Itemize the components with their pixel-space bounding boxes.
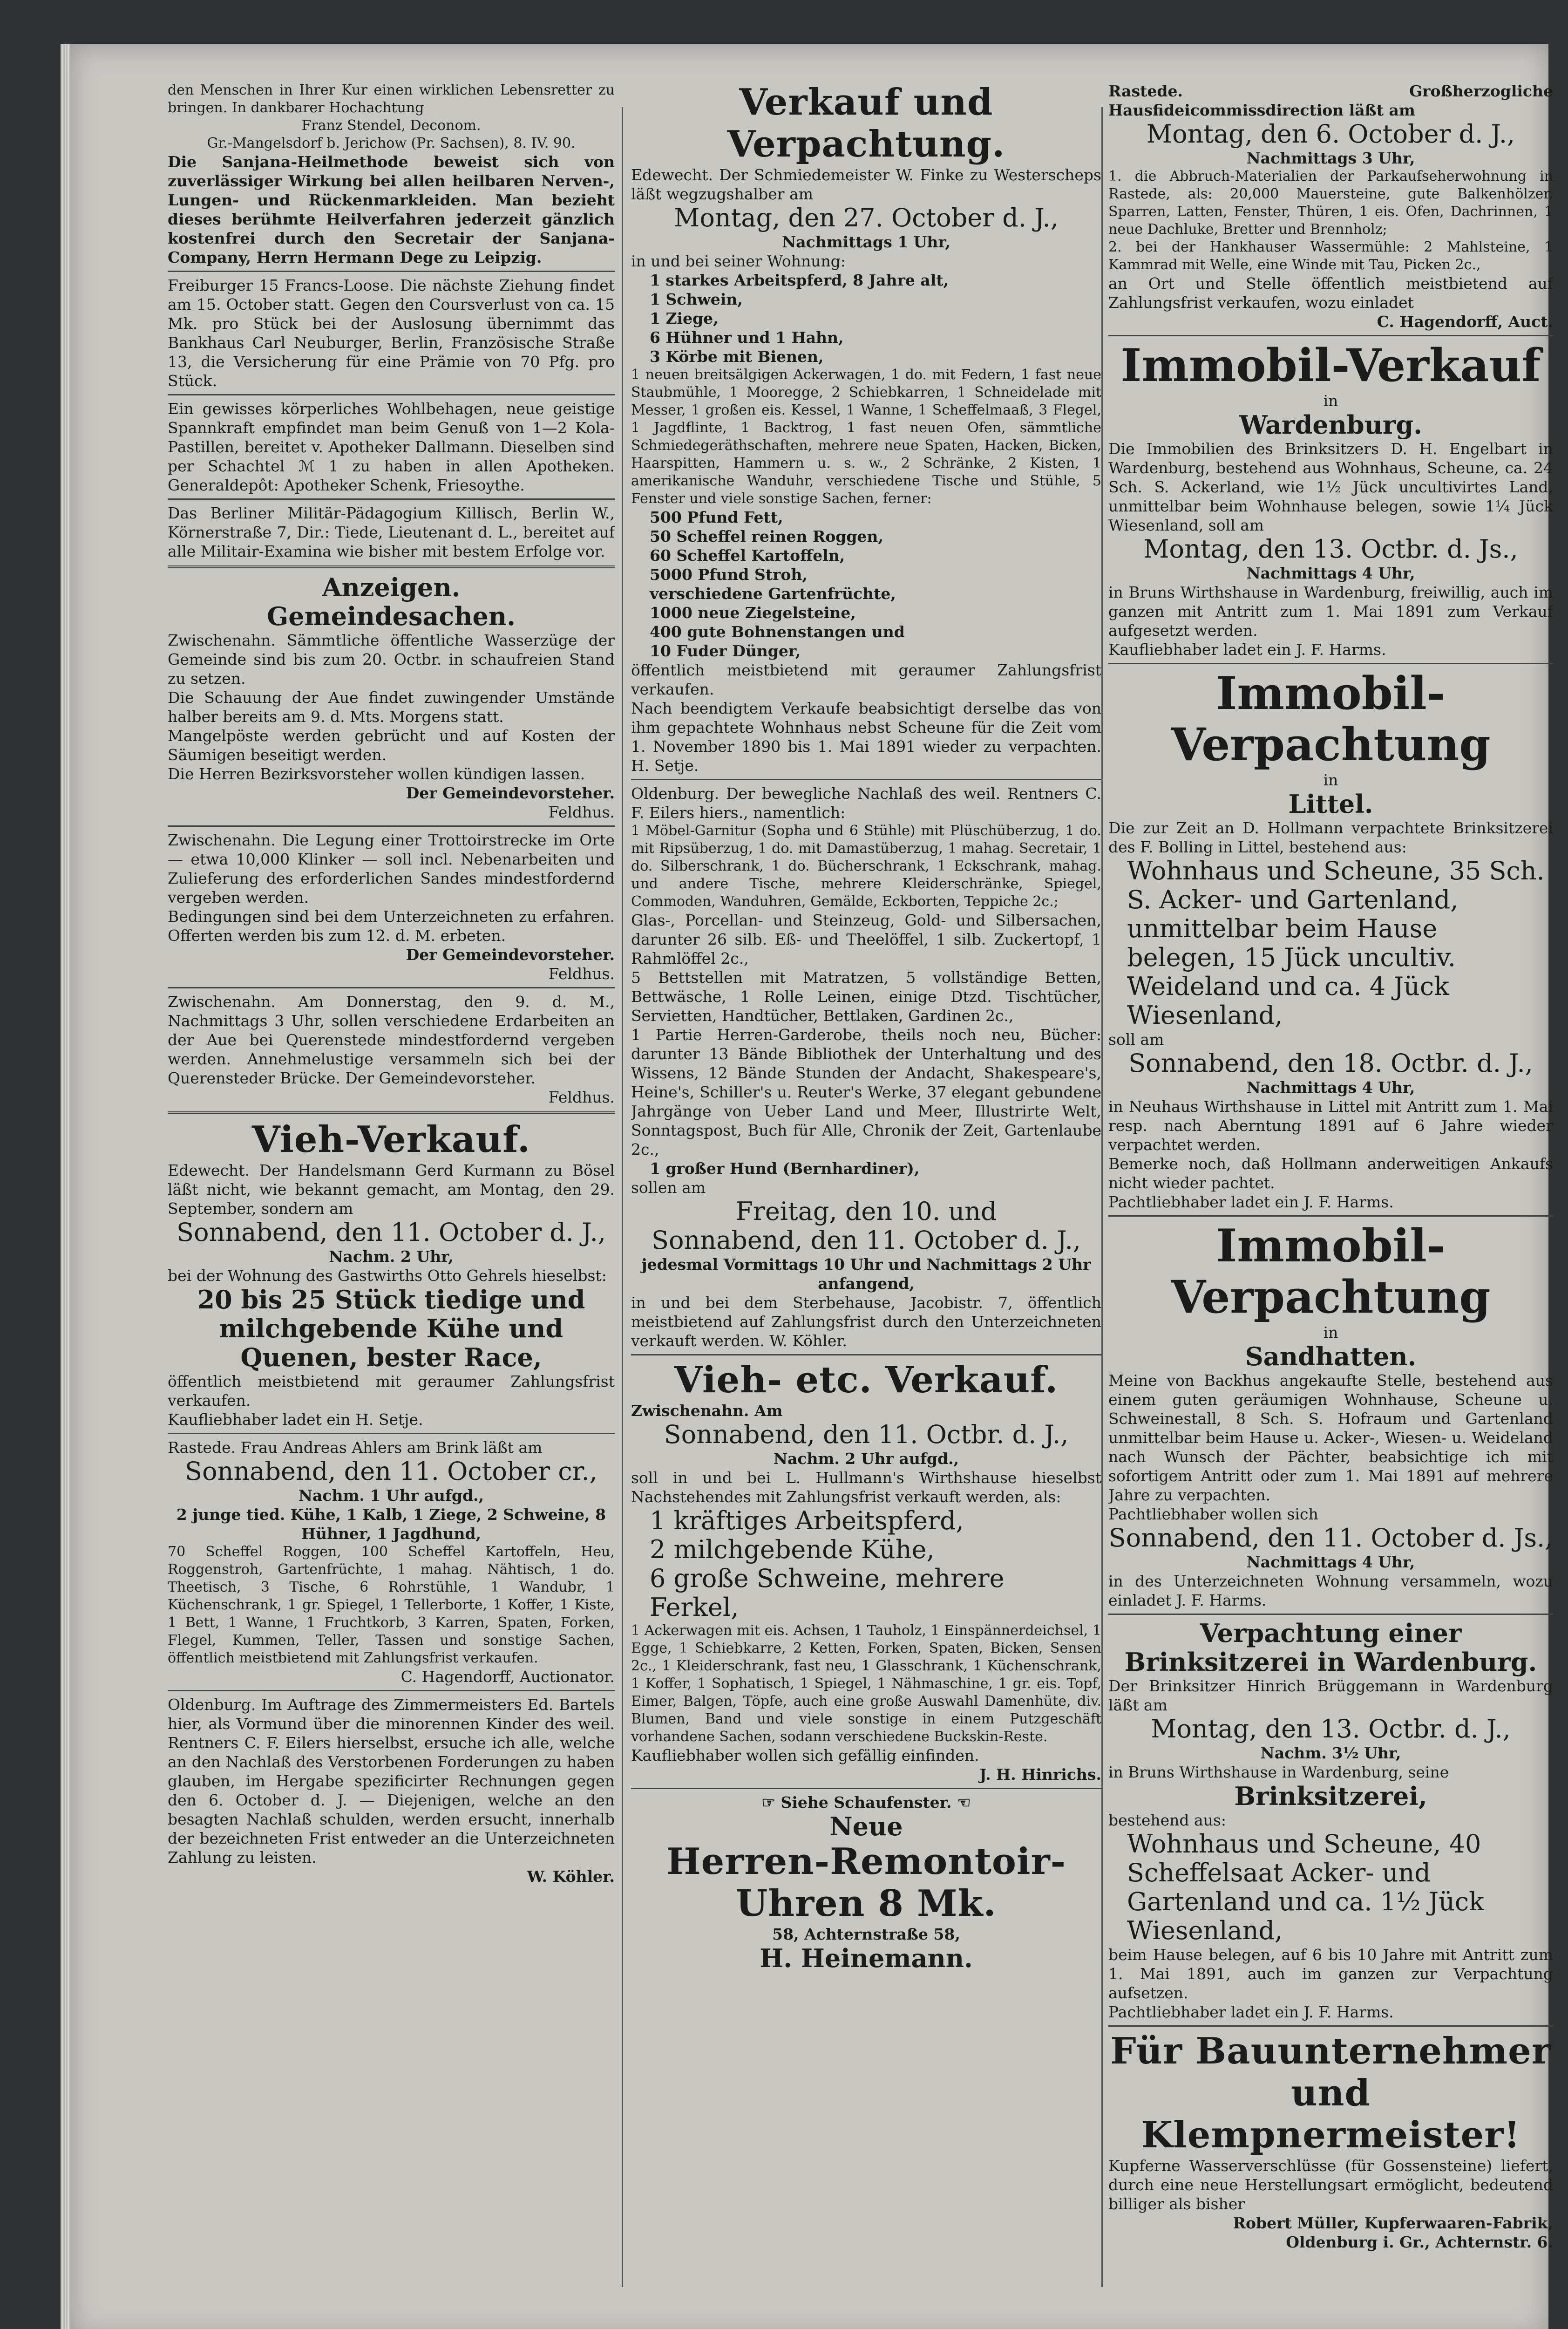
text-block: Sonnabend, den 11. October d. Js., xyxy=(1108,1523,1553,1553)
text-block: Pachtliebhaber wollen sich xyxy=(1108,1505,1318,1523)
separator-rule xyxy=(168,1111,615,1114)
text-block: Kaufliebhaber ladet ein H. Setje. xyxy=(168,1410,423,1429)
text-block: Glas-, Porcellan- und Steinzeug, Gold- und Silbersachen, darunter 26 silb. Eß- und Theelöffel, 1 silb. Zuckertopf, 1 Rahmlöffel 2c., xyxy=(631,911,1101,967)
text-block: Kaufliebhaber wollen sich gefällig einfinden. xyxy=(631,1746,979,1764)
text-block: Rastede. Großherzogliche Hausfideicommissdirection läßt am xyxy=(1108,82,1553,119)
text-block: Nachm. 2 Uhr, xyxy=(329,1247,454,1266)
text-block: 1 Ackerwagen mit eis. Achsen, 1 Tauholz, 1 Einspännerdeichsel, 1 Egge, 1 Schiebkarre, 2 Ketten, Forken, Spaten, Bicken, Sensen 2c., 1 Kleiderschrank, fast neu, 1 Glasschrank, 1 Küchenschrank, 1 Koffer, 1 Sophatisch, 1 Spiegel, 1 Nähmaschine, 1 gr. eis. Topf, Eimer, Balgen, Töpfe, auch eine große Auswahl Damenhüte, div. Blumen, Band und viele sonstige in einem Putzgeschäft vorhandene Sachen, sodann verschiedene Buckskin-Reste. xyxy=(631,1622,1101,1745)
text-block: Sonnabend, den 11. Octbr. d. J., xyxy=(664,1420,1069,1449)
text-block: Kupferne Wasserverschlüsse (für Gossensteine) liefert, durch eine neue Herstellungsart ermöglicht, bedeutend billiger als bisher xyxy=(1108,2157,1553,2213)
column-rule xyxy=(622,107,623,2287)
text-block: 400 gute Bohnenstangen und xyxy=(650,623,905,641)
text-block: Brinksitzerei, xyxy=(1234,1781,1427,1811)
text-block: Rastede. Frau Andreas Ahlers am Brink läßt am xyxy=(168,1438,543,1457)
separator-rule xyxy=(168,565,615,568)
text-block: Zwischenahn. Am xyxy=(631,1402,783,1420)
text-block: Franz Stendel, Deconom. xyxy=(301,117,481,134)
text-block: ☞ Siehe Schaufenster. ☜ xyxy=(761,1793,971,1811)
text-block: Littel. xyxy=(1288,789,1373,819)
text-block: in Bruns Wirthshause in Wardenburg, seine xyxy=(1108,1763,1449,1781)
separator-rule xyxy=(168,498,615,500)
text-block: C. Hagendorff, Auct. xyxy=(1377,313,1553,331)
text-block: öffentlich meistbietend mit geraumer Zahlungsfrist verkaufen. xyxy=(631,661,1101,698)
text-block: 60 Scheffel Kartoffeln, xyxy=(650,546,845,565)
text-block: Der Gemeindevorsteher. xyxy=(406,784,615,802)
separator-rule xyxy=(631,1354,1101,1355)
text-block: Bemerke noch, daß Hollmann anderweitigen Ankaufs nicht wieder pachtet. xyxy=(1108,1155,1553,1192)
text-block: Sonnabend, den 11. October d. J., xyxy=(652,1226,1081,1255)
text-block: Sonnabend, den 11. October d. J., xyxy=(176,1218,606,1247)
separator-rule xyxy=(1108,663,1553,664)
text-block: Ein gewisses körperliches Wohlbehagen, neue geistige Spannkraft empfindet man beim Genuß von 1—2 Kola-Pastillen, bereitet v. Apotheker Dallmann. Dieselben sind per Schachtel ℳ 1 zu haben in allen Apotheken. Generaldepôt: Apotheker Schenk, Friesoythe. xyxy=(168,400,615,494)
text-block: Nachmittags 3 Uhr, xyxy=(1246,149,1415,167)
text-block: Die Herren Bezirksvorsteher wollen kündigen lassen. xyxy=(168,765,585,783)
text-block: Edewecht. Der Schmiedemeister W. Finke zu Westerscheps läßt wegzugshalber am xyxy=(631,166,1101,203)
text-block: Oldenburg i. Gr., Achternstr. 6. xyxy=(1286,2233,1553,2251)
text-block: 6 Hühner und 1 Hahn, xyxy=(650,328,844,347)
text-block: 20 bis 25 Stück tiedige und milchgebende Kühe und Quenen, bester Race, xyxy=(197,1285,585,1372)
text-block: 2 junge tied. Kühe, 1 Kalb, 1 Ziege, 2 Schweine, 8 Hühner, 1 Jagdhund, xyxy=(176,1505,606,1543)
text-block: Die Immobilien des Brinksitzers D. H. Engelbart in Wardenburg, bestehend aus Wohnhaus, Scheune, ca. 24 Sch. S. Ackerland, wie 1½ Jück uncultivirtes Land, unmittelbar beim Wohnhause belegen, sowie 1¼ Jück Wiesenland, soll am xyxy=(1108,440,1553,534)
separator-rule xyxy=(1108,335,1553,336)
separator-rule xyxy=(631,1788,1101,1789)
text-block: Gr.-Mangelsdorf b. Jerichow (Pr. Sachsen), 8. IV. 90. xyxy=(207,135,576,151)
text-block: 5 Bettstellen mit Matratzen, 5 vollständige Betten, Bettwäsche, 1 Rolle Leinen, einige Dtzd. Tischtücher, Servietten, Handtücher, Bettlaken, Gardinen 2c., xyxy=(631,968,1101,1025)
text-block: 70 Scheffel Roggen, 100 Scheffel Kartoffeln, Heu, Roggenstroh, Gartenfrüchte, 1 mahag. Nähtisch, 1 do. Theetisch, 3 Tische, 6 Rohrstühle, 1 Wandubr, 1 Küchenschrank, 1 gr. Spiegel, 1 Tellerborte, 1 Koffer, 1 Kiste, 1 Bett, 1 Wanne, 1 Fruchtkorb, 3 Karren, Spaten, Forken, Flegel, Kummen, Teller, Tassen und sonstige Sachen, öffentlich meistbietend mit Zahlungsfrist verkaufen. xyxy=(168,1544,615,1666)
column-left xyxy=(168,82,615,2317)
text-block: Zwischenahn. Am Donnerstag, den 9. d. M., Nachmittags 3 Uhr, sollen verschiedene Erdarbeiten an der Aue bei Querenstede mindestfordernd vergeben werden. Annehmelustige versammeln sich bei der Querensteder Brücke. Der Gemeindevorsteher. xyxy=(168,993,615,1087)
text-block: Nachm. 2 Uhr aufgd., xyxy=(773,1450,959,1468)
text-block: soll am xyxy=(1108,1030,1164,1049)
text-block: Nachm. 3½ Uhr, xyxy=(1260,1744,1401,1762)
text-block: Nach beendigtem Verkaufe beabsichtigt derselbe das von ihm gepachtete Wohnhaus nebst Scheune für die Zeit vom 1. November 1890 bis 1. Mai 1891 wieder zu verpachten. H. Setje. xyxy=(631,699,1101,775)
column-rule xyxy=(1101,107,1103,2287)
text-block: in Bruns Wirthshause in Wardenburg, freiwillig, auch im ganzen mit Antritt zum 1. Mai 1891 zum Verkauf aufgesetzt werden. xyxy=(1108,583,1553,640)
column-right xyxy=(1108,82,1553,2317)
text-block: sollen am xyxy=(631,1178,706,1197)
text-block: Montag, den 13. Octbr. d. Js., xyxy=(1143,534,1518,564)
text-block: C. Hagendorff, Auctionator. xyxy=(400,1668,615,1686)
text-block: 1 großer Hund (Bernhardiner), xyxy=(650,1159,920,1178)
text-block: Robert Müller, Kupferwaaren-Fabrik, xyxy=(1233,2214,1553,2232)
separator-rule xyxy=(168,1690,615,1691)
text-block: Sonnabend, den 18. Octbr. d. J., xyxy=(1128,1049,1533,1078)
text-block: Immobil-Verkauf xyxy=(1120,339,1541,392)
text-block: Montag, den 6. October d. J., xyxy=(1146,119,1515,149)
separator-rule xyxy=(1108,1215,1553,1217)
text-block: Montag, den 13. Octbr. d. J., xyxy=(1151,1714,1511,1743)
text-block: Pachtliebhaber ladet ein J. F. Harms. xyxy=(1108,2003,1394,2021)
separator-rule xyxy=(631,779,1101,780)
text-block: Herren-Remontoir-Uhren 8 Mk. xyxy=(666,1840,1066,1925)
separator-rule xyxy=(168,1433,615,1434)
text-block: J. H. Hinrichs. xyxy=(979,1765,1101,1784)
text-block: Die Schauung der Aue findet zuwingender Umstände halber bereits am 9. d. Mts. Morgens statt. xyxy=(168,688,615,726)
text-block: 50 Scheffel reinen Roggen, xyxy=(650,527,883,545)
text-block: Neue xyxy=(829,1811,903,1841)
text-block: in xyxy=(1323,1323,1338,1342)
text-block: Wohnhaus und Scheune, 35 Sch. S. Acker- und Gartenland, unmittelbar beim Hause belegen, 15 Jück uncultiv. Weideland und ca. 4 Jück Wiesenland, xyxy=(1127,856,1545,1030)
text-block: jedesmal Vormittags 10 Uhr und Nachmittags 2 Uhr anfangend, xyxy=(641,1255,1091,1293)
text-block: Verpachtung einer Brinksitzerei in Wardenburg. xyxy=(1124,1618,1537,1677)
text-block: 1 starkes Arbeitspferd, 8 Jahre alt, xyxy=(650,271,949,289)
text-block: 2 milchgebende Kühe, xyxy=(650,1535,935,1564)
separator-rule xyxy=(1108,2025,1553,2027)
separator-rule xyxy=(168,825,615,827)
text-block: Anzeigen. xyxy=(322,572,461,602)
text-block: öffentlich meistbietend mit geraumer Zahlungsfrist verkaufen. xyxy=(168,1372,615,1410)
text-block: Die zur Zeit an D. Hollmann verpachtete Brinksitzerei des F. Bolling in Littel, bestehend aus: xyxy=(1108,819,1553,856)
text-block: 5000 Pfund Stroh, xyxy=(650,565,808,584)
text-block: an Ort und Stelle öffentlich meistbietend auf Zahlungsfrist verkaufen, wozu einladet xyxy=(1108,274,1553,312)
text-block: bestehend aus: xyxy=(1108,1811,1227,1829)
text-block: Meine von Backhus angekaufte Stelle, bestehend aus einem guten geräumigen Wohnhause, Scheune u. Schweinestall, 8 Sch. S. Hofraum und Gartenland unmittelbar beim Hause u. Acker-, Wiesen- u. Weideland nach Wunsch der Pächter, beabsichtige ich mit sofortigem Antritt oder zum 1. Mai 1891 auf mehrere Jahre zu verpachten. xyxy=(1108,1371,1553,1504)
text-block: Feldhus. xyxy=(548,1088,615,1106)
text-block: 1000 neue Ziegelsteine, xyxy=(650,604,856,622)
text-block: 58, Achternstraße 58, xyxy=(772,1925,960,1943)
text-block: 1 Schwein, xyxy=(650,290,743,308)
text-block: Zwischenahn. Die Legung einer Trottoirstrecke im Orte — etwa 10,000 Klinker — soll incl. Nebenarbeiten und Zulieferung des erforderlichen Sandes mindestfordernd vergeben werden. xyxy=(168,831,615,906)
text-block: Der Gemeindevorsteher. xyxy=(406,946,615,964)
text-block: verschiedene Gartenfrüchte, xyxy=(650,585,896,603)
text-block: Nachmittags 1 Uhr, xyxy=(782,233,950,251)
text-block: in und bei dem Sterbehause, Jacobistr. 7, öffentlich meistbietend auf Zahlungsfrist durch den Unterzeichneten verkauft werden. W. Köhler. xyxy=(631,1294,1101,1350)
separator-rule xyxy=(168,987,615,988)
text-block: Nachm. 1 Uhr aufgd., xyxy=(298,1486,484,1505)
text-block: 6 große Schweine, mehrere Ferkel, xyxy=(650,1564,1005,1622)
text-block: 500 Pfund Fett, xyxy=(650,508,783,526)
text-block: Feldhus. xyxy=(548,803,615,821)
text-block: Nachmittags 4 Uhr, xyxy=(1246,564,1415,582)
text-block: Wardenburg. xyxy=(1239,410,1422,440)
text-block: Kaufliebhaber ladet ein J. F. Harms. xyxy=(1108,640,1386,659)
text-block: Nachmittags 4 Uhr, xyxy=(1246,1078,1415,1096)
text-block: Wohnhaus und Scheune, 40 Scheffelsaat Acker- und Gartenland und ca. 1½ Jück Wiesenland, xyxy=(1127,1829,1484,1945)
separator-rule xyxy=(168,271,615,272)
text-block: Verkauf und Verpachtung. xyxy=(727,82,1005,165)
text-block: Bedingungen sind bei dem Unterzeichneten zu erfahren. Offerten werden bis zum 12. d. M. erbeten. xyxy=(168,907,615,945)
text-block: Gemeindesachen. xyxy=(267,601,516,631)
text-block: Mangelpöste werden gebrücht und auf Kosten der Säumigen beseitigt werden. xyxy=(168,727,615,764)
text-block: 1 kräftiges Arbeitspferd, xyxy=(650,1506,964,1535)
text-block: H. Heinemann. xyxy=(760,1943,973,1973)
separator-rule xyxy=(168,394,615,395)
text-block: in des Unterzeichneten Wohnung versammeln, wozu einladet J. F. Harms. xyxy=(1108,1572,1553,1609)
column-middle xyxy=(631,82,1101,2317)
text-block: Montag, den 27. October d. J., xyxy=(674,203,1059,232)
text-block: Oldenburg. Im Auftrage des Zimmermeisters Ed. Bartels hier, als Vormund über die minorennen Kinder des weil. Rentners C. F. Eilers hierselbst, ersuche ich alle, welche an den Nachlaß des Verstorbenen Forderungen zu haben glauben, im Hergabe spezificirter Rechnungen gegen den 6. October d. J. — Diejenigen, welche an den besagten Nachlaß schulden, werden ersucht, innerhalb der bezeichneten Frist entweder an die Unterzeichneten Zahlung zu leisten. xyxy=(168,1696,615,1866)
separator-rule xyxy=(1108,1614,1553,1615)
text-block: Sandhatten. xyxy=(1245,1342,1417,1371)
text-block: Das Berliner Militär-Pädagogium Killisch, Berlin W., Körnerstraße 7, Dir.: Tiede, Lieutenant d. L., bereitet auf alle Militair-Examina wie bisher mit bestem Erfolge vor. xyxy=(168,504,615,560)
text-block: 1 Möbel-Garnitur (Sopha und 6 Stühle) mit Plüschüberzug, 1 do. mit Ripsüberzug, 1 do. mit Damastüberzug, 1 mahag. Secretair, 1 do. Silberschrank, 1 do. Bücherschrank, 1 Eckschrank, mahag. und andere Tische, mehrere Kleiderschränke, Spiegel, Commoden, Wanduhren, Gemälde, Eckborten, Teppiche 2c.; xyxy=(631,823,1101,910)
text-block: 1 neuen breitsälgigen Ackerwagen, 1 do. mit Federn, 1 fast neue Staubmühle, 1 Mooregge, 2 Schiebkarren, 1 Schneidelade mit Messer, 1 großen eis. Kessel, 1 Wanne, 1 Scheffelmaaß, 3 Flegel, 1 Jagdflinte, 1 Backtrog, 1 fast neuen Ofen, sämmtliche Schmiedegeräthschaften, mehrere neue Spaten, Hacken, Bicken, Haarspitten, Hammern u. s. w., 2 Schränke, 2 Kisten, 1 amerikanische Wanduhr, verschiedene Tische und Stühle, 5 Fenster und viele sonstige Sachen, ferner: xyxy=(631,367,1101,507)
text-block: 1. die Abbruch-Materialien der Parkaufseherwohnung in Rastede, als: 20,000 Mauersteine, gute Balkenhölzer, Sparren, Latten, Fenster, Thüren, 1 eis. Ofen, Dachrinnen, 1 neue Dachluke, Bretter und Brennholz; xyxy=(1108,168,1553,238)
text-block: Oldenburg. Der bewegliche Nachlaß des weil. Rentners C. F. Eilers hiers., namentlich: xyxy=(631,784,1101,822)
text-block: 1 Ziege, xyxy=(650,309,719,327)
text-block: beim Hause belegen, auf 6 bis 10 Jahre mit Antritt zum 1. Mai 1891, auch im ganzen zur Verpachtung aufsetzen. xyxy=(1108,1946,1553,2002)
text-block: Freiburger 15 Francs-Loose. Die nächste Ziehung findet am 15. October statt. Gegen den Coursverlust von ca. 15 Mk. pro Stück bei der Auslosung übernimmt das Bankhaus Carl Neuburger, Berlin, Französische Straße 13, die Versicherung für eine Prämie von 70 Pfg. pro Stück. xyxy=(168,276,615,390)
text-block: Edewecht. Der Handelsmann Gerd Kurmann zu Bösel läßt nicht, wie bekannt gemacht, am Montag, den 29. September, sondern am xyxy=(168,1161,615,1218)
text-block: in und bei seiner Wohnung: xyxy=(631,252,846,270)
text-block: W. Köhler. xyxy=(527,1867,615,1886)
text-block: Die Sanjana-Heilmethode beweist sich von zuverlässiger Wirkung bei allen heilbaren Nerven-, Lungen- und Rückenmarkleiden. Man bezieht dieses berühmte Heilverfahren jederzeit gänzlich kostenfrei durch den Secretair der Sanjana-Company, Herrn Hermann Dege zu Leipzig. xyxy=(168,153,615,266)
text-block: Der Brinksitzer Hinrich Brüggemann in Wardenburg läßt am xyxy=(1108,1677,1553,1714)
text-block: Für Bauunternehmer und Klempnermeister! xyxy=(1110,2030,1551,2156)
text-block: in xyxy=(1323,771,1338,789)
text-block: Zwischenahn. Sämmtliche öffentliche Wasserzüge der Gemeinde sind bis zum 20. Octbr. in schaufreien Stand zu setzen. xyxy=(168,631,615,688)
text-block: den Menschen in Ihrer Kur einen wirklichen Lebensretter zu bringen. In dankbarer Hochachtung xyxy=(168,82,615,116)
text-block: soll in und bei L. Hullmann's Wirthshause hieselbst Nachstehendes mit Zahlungsfrist verkauft werden, als: xyxy=(631,1469,1101,1506)
text-block: Immobil-Verpachtung xyxy=(1171,667,1491,771)
text-block: Pachtliebhaber ladet ein J. F. Harms. xyxy=(1108,1193,1394,1211)
text-block: in Neuhaus Wirthshause in Littel mit Antritt zum 1. Mai resp. nach Aberntung 1891 auf 6 Jahre wieder verpachtet werden. xyxy=(1108,1097,1553,1154)
text-block: Immobil-Verpachtung xyxy=(1171,1219,1491,1323)
text-block: 1 Partie Herren-Garderobe, theils noch neu, Bücher: darunter 13 Bände Bibliothek der Unterhaltung und des Wissens, 12 Bände Stunden der Andacht, Shakespeare's, Heine's, Schiller's u. Reuter's Werke, 37 elegant gebundene Jahrgänge von Ueber Land und Meer, Illustrirte Welt, Sonntagspost, Buch für Alle, Chronik der Zeit, Gartenlaube 2c., xyxy=(631,1026,1101,1158)
text-block: 10 Fuder Dünger, xyxy=(650,642,801,660)
text-block: bei der Wohnung des Gastwirths Otto Gehrels hieselbst: xyxy=(168,1267,607,1285)
text-block: Freitag, den 10. und xyxy=(735,1197,997,1226)
text-block: Feldhus. xyxy=(548,965,615,983)
text-block: Vieh- etc. Verkauf. xyxy=(674,1359,1059,1401)
text-block: 3 Körbe mit Bienen, xyxy=(650,347,824,366)
text-block: 2. bei der Hankhauser Wassermühle: 2 Mahlsteine, 1 Kammrad mit Welle, eine Winde mit Tau, Picken 2c., xyxy=(1108,239,1553,273)
text-block: in xyxy=(1323,392,1338,410)
text-block: Vieh-Verkauf. xyxy=(251,1118,531,1161)
text-block: Nachmittags 4 Uhr, xyxy=(1246,1553,1415,1571)
text-block: Sonnabend, den 11. October cr., xyxy=(185,1457,597,1486)
